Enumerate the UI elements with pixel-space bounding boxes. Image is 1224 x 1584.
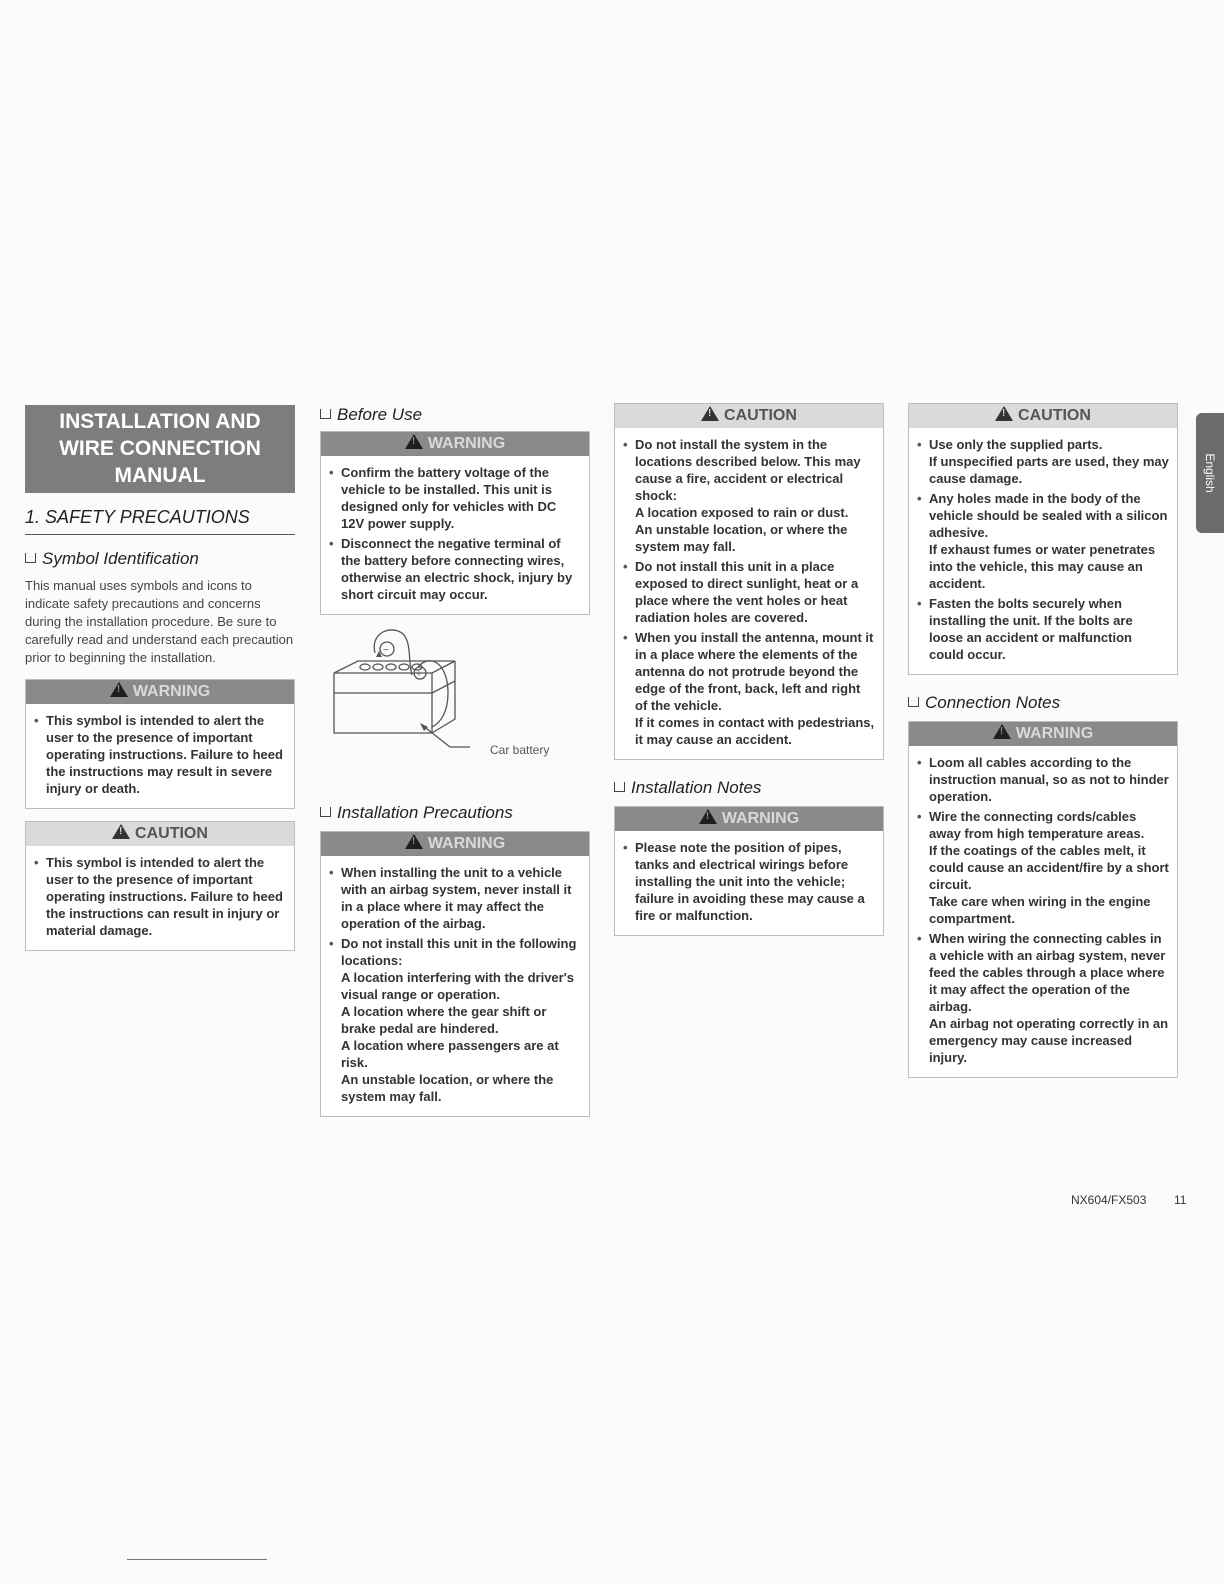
warning-triangle-icon xyxy=(993,724,1011,739)
list-item: • When you install the antenna, mount it in a place where the elements of the antenna do not protrude beyond the edge of the front, back, left and right of the vehicle. If it comes in contact with pedestrians, it may cause an accident. xyxy=(623,629,875,748)
warning-triangle-icon xyxy=(110,682,128,697)
column-4 xyxy=(908,405,1178,1078)
list-item: • Fasten the bolts securely when installing the unit. If the bolts are loose an accident or malfunction could occur. xyxy=(917,595,1169,663)
battery-diagram xyxy=(320,623,590,773)
checkbox-icon xyxy=(320,409,331,419)
caution-header: !CAUTION xyxy=(615,404,883,428)
list-item: • Do not install this unit in a place exposed to direct sunlight, heat or a place where the vent holes or heat radiation holes are covered. xyxy=(623,558,875,626)
list-item: • This symbol is intended to alert the user to the presence of important operating instructions. Failure to heed the instructions can result in injury or material damage. xyxy=(34,854,286,939)
list-item: • Disconnect the negative terminal of the battery before connecting wires, otherwise an electric shock, injury by short circuit may occur. xyxy=(329,535,581,603)
intro-text: This manual uses symbols and icons to indicate safety precautions and concerns during the installation procedure. Be sure to carefully read and understand each precaution prior to beginning the installation. xyxy=(25,578,294,665)
connection-notes-warning-box xyxy=(908,721,1178,1078)
installation-notes-warning-box xyxy=(614,806,884,936)
list-item: • Loom all cables according to the instruction manual, so as not to hinder operation. xyxy=(917,754,1169,805)
list-item: • Do not install this unit in the following locations: A location interfering with the driver's visual range or operation. A location where the gear shift or brake pedal are hindered. A location where passengers are at risk. An unstable location, or where the system may fall. xyxy=(329,935,581,1105)
bottom-divider xyxy=(127,1559,267,1560)
language-tab xyxy=(1196,413,1224,533)
list-item: • Wire the connecting cords/cables away from high temperature areas. If the coatings of the cables melt, it could cause an accident/fire by a short circuit. Take care when wiring in the engine compartment. xyxy=(917,808,1169,927)
warning-triangle-icon xyxy=(699,809,717,824)
battery-label: Car battery xyxy=(490,743,550,757)
caution-triangle-icon xyxy=(112,824,130,839)
warning-triangle-icon xyxy=(405,834,423,849)
installation-precautions-heading: Installation Precautions xyxy=(320,803,590,823)
before-use-heading: Before Use xyxy=(320,405,590,425)
list-item: • Do not install the system in the locations described below. This may cause a fire, accident or electrical shock: A location exposed to rain or dust. An unstable location, or where the system may fall. xyxy=(623,436,875,555)
caution-box-col3 xyxy=(614,403,884,760)
warning-header: !WARNING xyxy=(909,722,1177,746)
warning-header: !WARNING xyxy=(26,680,294,704)
section-heading: 1. SAFETY PRECAUTIONS xyxy=(25,507,295,535)
connection-notes-heading: Connection Notes xyxy=(908,693,1178,713)
warning-triangle-icon xyxy=(405,434,423,449)
before-use-warning-box xyxy=(320,431,590,615)
warning-header: !WARNING xyxy=(615,807,883,831)
list-item: • Any holes made in the body of the vehicle should be sealed with a silicon adhesive. If exhaust fumes or water penetrates into the vehicle, this may cause an accident. xyxy=(917,490,1169,592)
svg-text:−: − xyxy=(383,645,389,656)
installation-precautions-warning-box xyxy=(320,831,590,1117)
caution-triangle-icon xyxy=(701,406,719,421)
caution-header: !CAUTION xyxy=(26,822,294,846)
list-item: • Use only the supplied parts. If unspecified parts are used, they may cause damage. xyxy=(917,436,1169,487)
car-battery-illustration xyxy=(320,623,590,773)
checkbox-icon xyxy=(320,807,331,817)
caution-triangle-icon xyxy=(995,406,1013,421)
warning-header: !WARNING xyxy=(321,832,589,856)
caution-symbol-box xyxy=(25,821,295,951)
list-item: • This symbol is intended to alert the user to the presence of important operating instructions. Failure to heed the instructions may result in severe injury or death. xyxy=(34,712,286,797)
warning-symbol-box xyxy=(25,679,295,809)
manual-title: INSTALLATION AND WIRE CONNECTION MANUAL xyxy=(25,405,295,493)
checkbox-icon xyxy=(25,553,36,563)
column-1 xyxy=(25,405,295,951)
checkbox-icon xyxy=(908,697,919,707)
checkbox-icon xyxy=(614,782,625,792)
language-tab-label: English xyxy=(1203,453,1217,493)
list-item: • When installing the unit to a vehicle with an airbag system, never install it in a place where it may affect the operation of the airbag. xyxy=(329,864,581,932)
caution-header: !CAUTION xyxy=(909,404,1177,428)
list-item: • When wiring the connecting cables in a vehicle with an airbag system, never feed the cables through a place where it may affect the operation of the airbag. An airbag not operating correctly in an emergency may cause increased injury. xyxy=(917,930,1169,1066)
model-number: NX604/FX503 xyxy=(1071,1193,1147,1207)
list-item: • Please note the position of pipes, tanks and electrical wirings before installing the unit into the vehicle; failure in avoiding these may cause a fire or malfunction. xyxy=(623,839,875,924)
caution-box-col4 xyxy=(908,403,1178,675)
warning-header: !WARNING xyxy=(321,432,589,456)
column-3 xyxy=(614,405,884,936)
list-item: • Confirm the battery voltage of the vehicle to be installed. This unit is designed only for vehicles with DC 12V power supply. xyxy=(329,464,581,532)
installation-notes-heading: Installation Notes xyxy=(614,778,884,798)
symbol-identification-heading: Symbol Identification xyxy=(25,549,295,569)
column-2 xyxy=(320,405,590,1117)
svg-text:+: + xyxy=(416,669,422,680)
page-number: 11 xyxy=(1174,1193,1187,1207)
